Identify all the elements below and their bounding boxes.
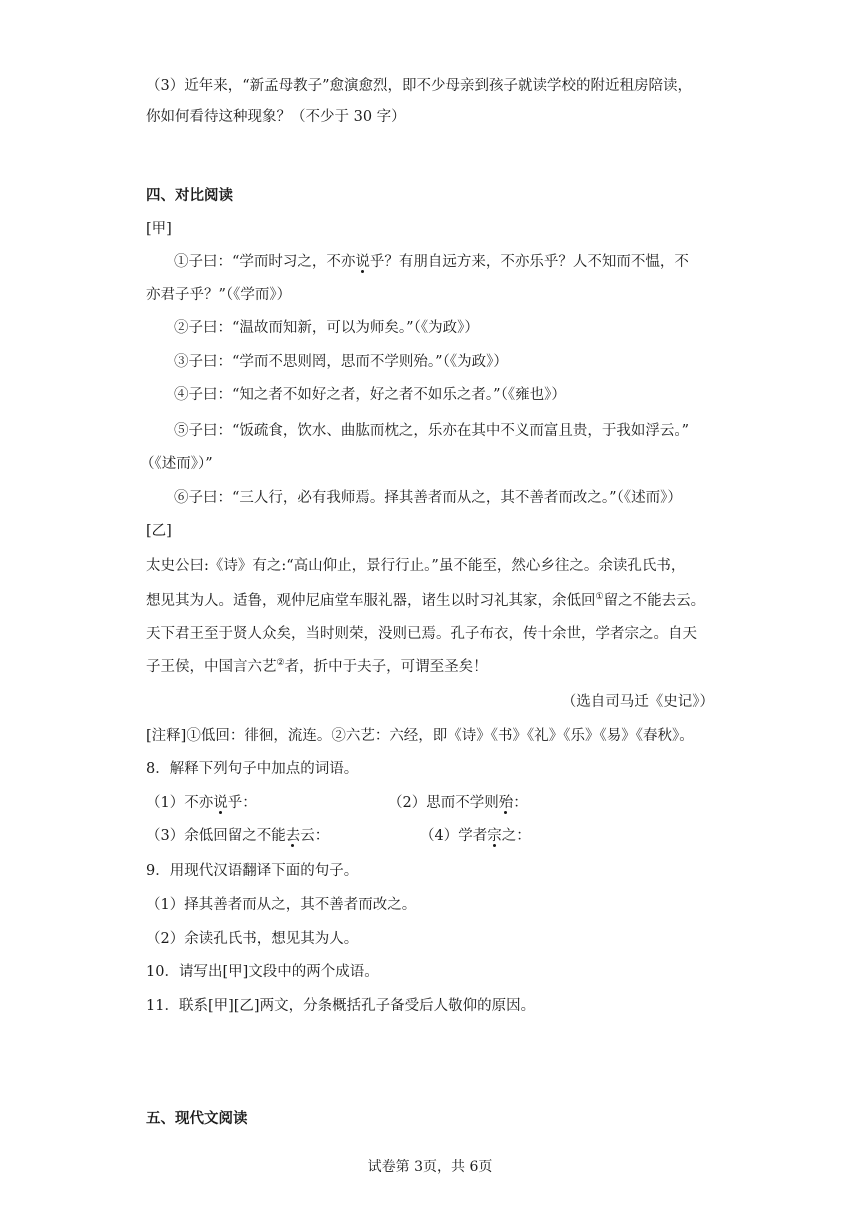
q8-item-2 — [388, 793, 528, 813]
text: 乎： — [227, 795, 257, 811]
q3-line2: 你如何看待这种现象？（不少于 30 字） — [146, 109, 406, 125]
text: （3）余低回留之不能 — [146, 828, 286, 844]
section5-title: 五、现代文阅读 — [146, 1111, 248, 1127]
yi-line-4 — [146, 657, 488, 677]
jia-sentence-5-cont: （《述而》）” — [140, 456, 213, 472]
jia-sentence-1-cont: 亦君子乎？”（《学而》） — [146, 287, 292, 303]
dotted-word: 说 — [213, 795, 228, 811]
dotted-word: 说 — [355, 254, 370, 270]
dotted-word: 殆 — [498, 795, 514, 811]
q11: 11．联系[甲][乙]两文，分条概括孔子备受后人敬仰的原因。 — [146, 998, 536, 1014]
text: 之： — [501, 828, 531, 844]
jia-sentence-5: ⑤子曰：“饭疏食，饮水、曲肱而枕之，乐亦在其中不义而富且贵，于我如浮云。” — [174, 423, 690, 439]
jia-sentence-4: ④子曰：“知之者不如好之者，好之者不如乐之者。”（《雍也》） — [174, 387, 566, 403]
text: 留之不能去云。 — [603, 593, 706, 609]
q8-item-1 — [146, 793, 257, 813]
q9-item-1: （1）择其善者而从之，其不善者而改之。 — [146, 897, 417, 913]
text: （4）学者 — [420, 828, 488, 844]
text: 想见其为人。适鲁，观仲尼庙堂车服礼器，诸生以时习礼其家，余低回 — [146, 593, 596, 609]
text: 者，折中于夫子，可谓至圣矣！ — [284, 659, 488, 675]
text: ①子曰：“学而时习之，不亦 — [174, 254, 356, 270]
section4-title: 四、对比阅读 — [146, 188, 233, 204]
text: 云： — [300, 828, 330, 844]
yi-line-1: 太史公曰:《诗》有之:“高山仰止，景行行止。”虽不能至，然心乡往之。余读孔氏书， — [146, 558, 686, 574]
jia-sentence-1 — [174, 252, 689, 272]
jia-label: [甲] — [146, 221, 172, 237]
text: ： — [513, 795, 528, 811]
text: （1）不亦 — [146, 795, 214, 811]
q8-item-3 — [146, 826, 329, 846]
dotted-word: 去 — [285, 828, 301, 844]
notes: [注释]①低回：徘徊，流连。②六艺：六经，即《诗》《书》《礼》《乐》《易》《春秋》。 — [146, 728, 694, 744]
q8-item-4 — [420, 826, 531, 846]
yi-label: [乙] — [146, 523, 172, 539]
dotted-word: 宗 — [487, 828, 502, 844]
q3-line1: （3）近年来，“新孟母教子”愈演愈烈，即不少母亲到孩子就读学校的附近租房陪读， — [146, 78, 693, 94]
q9-stem: 9．用现代汉语翻译下面的句子。 — [146, 863, 359, 879]
q9-item-2: （2）余读孔氏书，想见其为人。 — [146, 931, 359, 947]
jia-sentence-3: ③子曰：“学而不思则罔，思而不学则殆。”（《为政》） — [174, 354, 508, 370]
q8-stem: 8．解释下列句子中加点的词语。 — [146, 761, 359, 777]
jia-sentence-2: ②子曰：“温故而知新，可以为师矣。”（《为政》） — [174, 320, 479, 336]
page-footer: 试卷第 3页，共 6页 — [367, 1159, 493, 1175]
q10: 10．请写出[甲]文段中的两个成语。 — [146, 964, 379, 980]
footnote-mark: ① — [595, 592, 604, 602]
yi-line-2 — [146, 591, 705, 611]
yi-line-3: 天下君王至于贤人众矣，当时则荣，没则已焉。孔子布衣，传十余世，学者宗之。自天 — [146, 626, 697, 642]
text: 子王侯，中国言六艺 — [146, 659, 277, 675]
footnote-mark: ② — [276, 658, 285, 668]
jia-sentence-6: ⑥子曰：“三人行，必有我师焉。择其善者而从之，其不善者而改之。”（《述而》） — [174, 490, 682, 506]
text: 乎？有朋自远方来，不亦乐乎？人不知而不愠，不 — [369, 254, 689, 270]
text: （2）思而不学则 — [388, 795, 499, 811]
yi-source: （选自司马迁《史记》） — [561, 694, 714, 710]
